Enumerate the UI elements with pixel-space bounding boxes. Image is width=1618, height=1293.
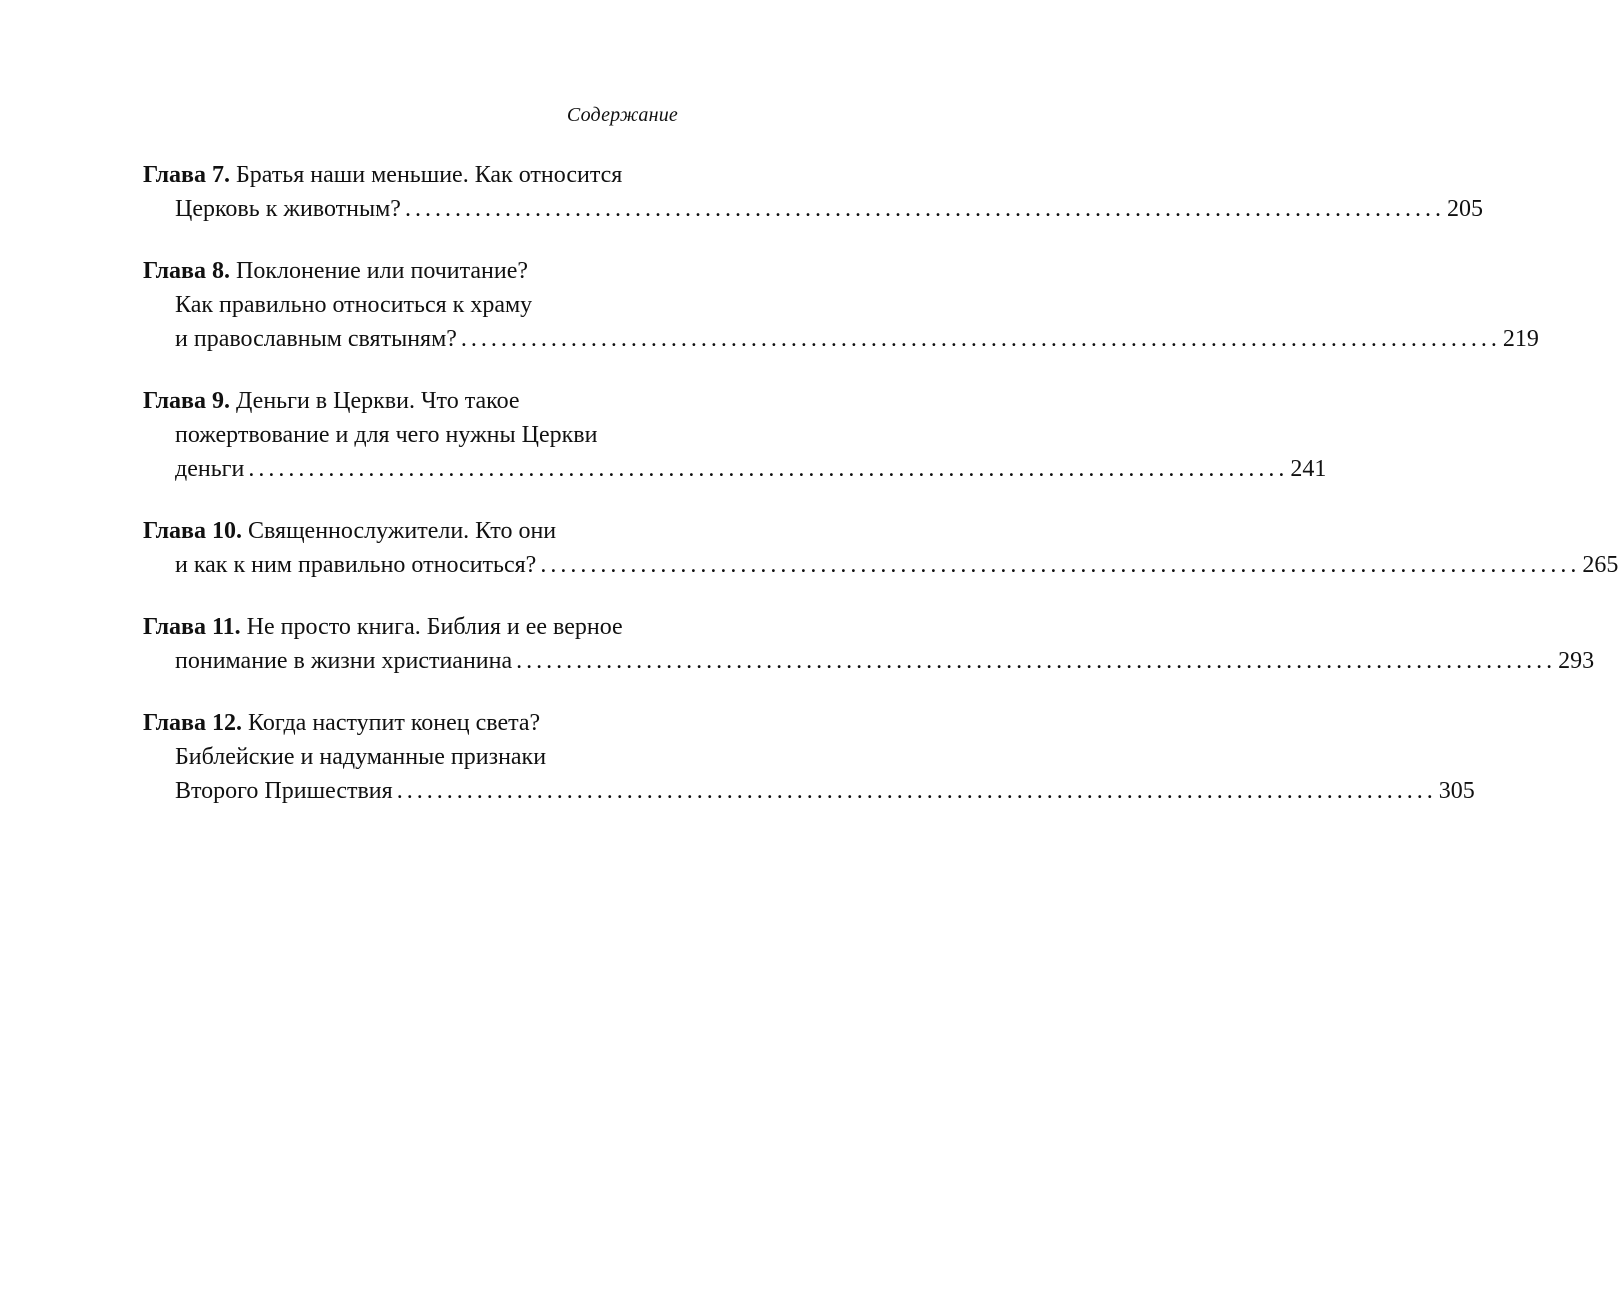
dot-leader: ........................................................................................................: [248, 456, 1289, 482]
chapter-title-line: Не просто книга. Библия и ее верное: [240, 614, 623, 640]
chapter-number: Глава 11.: [143, 614, 241, 640]
chapter-title-line: Братья наши меньшие. Как относится: [230, 162, 623, 188]
page-number: 205: [1446, 196, 1483, 222]
dot-leader: ........................................................................................................: [540, 552, 1581, 578]
toc-entry-last-line: [143, 192, 1483, 226]
chapter-title-line: Библейские и надуманные признаки: [175, 744, 547, 770]
page-number: 241: [1290, 456, 1327, 482]
dot-leader: ........................................................................................................: [404, 196, 1445, 222]
chapter-number: Глава 9.: [143, 388, 230, 414]
page-number: 293: [1558, 648, 1595, 674]
toc-entry-title: [143, 158, 678, 192]
chapter-title-line: Поклонение или почитание?: [230, 258, 529, 284]
chapter-title-line: и как к ним правильно относиться?: [175, 552, 537, 578]
toc-entry-chapter-9[interactable]: [143, 384, 1327, 486]
dot-leader: ........................................................................................................: [516, 648, 1557, 674]
chapter-number: Глава 7.: [143, 162, 230, 188]
page-number: 219: [1502, 326, 1539, 352]
table-of-contents: [143, 158, 1618, 836]
toc-entry-title: [143, 384, 678, 418]
chapter-title-line: Как правильно относиться к храму: [175, 292, 533, 318]
page-number: 265: [1582, 552, 1618, 578]
toc-entry-chapter-7[interactable]: [143, 158, 1483, 226]
toc-entry-last-line: [143, 774, 1475, 808]
toc-entry-last-line: [143, 322, 1539, 356]
toc-entry-chapter-10[interactable]: [143, 514, 1618, 582]
toc-entry-title: [143, 254, 678, 288]
toc-entry-chapter-11[interactable]: [143, 610, 1595, 678]
toc-entry-last-line: [143, 644, 1595, 678]
chapter-title-line: Священнослужители. Кто они: [242, 518, 557, 544]
chapter-number: Глава 12.: [143, 710, 242, 736]
chapter-title-line: понимание в жизни христианина: [175, 648, 513, 674]
dot-leader: ........................................................................................................: [396, 778, 1437, 804]
chapter-number: Глава 8.: [143, 258, 230, 284]
toc-entry-last-line: [143, 548, 1618, 582]
chapter-title-line: Второго Пришествия: [175, 778, 393, 804]
toc-entry-chapter-12[interactable]: [143, 706, 1475, 808]
toc-entry-title: [143, 706, 678, 740]
chapter-title-line: Церковь к животным?: [175, 196, 401, 222]
chapter-number: Глава 10.: [143, 518, 242, 544]
toc-entry-chapter-8[interactable]: [143, 254, 1539, 356]
chapter-title-line: и православным святыням?: [175, 326, 457, 352]
toc-entry-title: [143, 610, 678, 644]
page-number: 305: [1438, 778, 1475, 804]
chapter-title-line: Когда наступит конец света?: [242, 710, 541, 736]
chapter-title-line: деньги: [175, 456, 245, 482]
chapter-title-line: Деньги в Церкви. Что такое: [230, 388, 520, 414]
dot-leader: ........................................................................................................: [460, 326, 1501, 352]
chapter-title-line: пожертвование и для чего нужны Церкви: [175, 422, 598, 448]
toc-entry-last-line: [143, 452, 1327, 486]
running-head: Содержание: [566, 104, 678, 126]
toc-entry-title: [143, 514, 678, 548]
